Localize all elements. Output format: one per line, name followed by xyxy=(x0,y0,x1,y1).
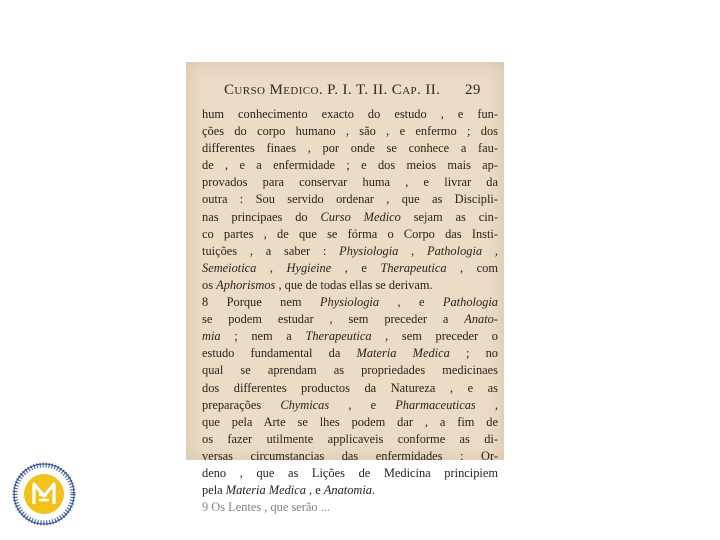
text-line xyxy=(202,277,498,294)
text-run: differentes finaes , por onde se conhece a fau- xyxy=(202,141,498,156)
text-run: , xyxy=(482,243,498,258)
italic-text: Semeiotica xyxy=(202,260,257,275)
text-line xyxy=(202,226,498,243)
text-run: , e xyxy=(305,483,324,498)
scanned-book-page xyxy=(186,62,504,515)
text-run: nas principaes do xyxy=(202,209,321,224)
italic-text: Pharmaceuticas xyxy=(395,397,476,412)
text-run: hum conhecimento exacto do estudo , e fun- xyxy=(202,107,498,121)
italic-text: Aphorismos xyxy=(216,277,276,292)
text-run: 8 Porque nem xyxy=(202,295,320,310)
italic-text: Pathologia xyxy=(442,295,498,310)
italic-text: Materia Medica xyxy=(225,483,306,498)
text-run: , e xyxy=(379,295,443,310)
text-run: os xyxy=(202,277,217,292)
italic-text: Therapeutica xyxy=(380,260,447,275)
emblem-logo xyxy=(12,462,76,526)
text-line xyxy=(202,414,498,431)
text-run: ; nem a xyxy=(220,329,306,344)
text-line xyxy=(202,174,498,191)
text-run: estudo fundamental da xyxy=(202,346,357,361)
text-run: outra : Sou servido ordenar , que as Discipli- xyxy=(202,192,498,207)
italic-text: Chymicas xyxy=(280,397,330,412)
running-head: Curso Medico. P. I. T. II. Cap. II. xyxy=(224,82,441,98)
italic-text: Anato- xyxy=(464,312,498,327)
body-text xyxy=(202,106,498,515)
text-run: , que de todas ellas se derivam. xyxy=(275,277,433,292)
text-run: deno , que as Lições de Medicina principiem xyxy=(202,465,498,480)
italic-text: Physiologia xyxy=(319,295,380,310)
text-run: , sem preceder o xyxy=(371,329,498,344)
text-line xyxy=(202,123,498,140)
text-run: de , e a enfermidade ; e dos meios mais ap- xyxy=(202,158,498,173)
text-run: provados para conservar huma , e livrar da xyxy=(202,175,498,190)
text-run: , xyxy=(256,260,287,275)
text-line xyxy=(202,260,498,277)
text-line xyxy=(202,294,498,311)
page-header xyxy=(186,82,504,106)
text-run: tuições , a saber : xyxy=(202,243,340,258)
text-run: ções do corpo humano , são , e enfermo ; dos xyxy=(202,124,498,139)
text-line xyxy=(202,243,498,260)
text-line xyxy=(202,328,498,345)
text-run: co partes , de que se fórma o Corpo das Insti- xyxy=(202,226,498,241)
text-line xyxy=(202,345,498,362)
page-number: 29 xyxy=(465,82,481,98)
italic-text: Materia Medica xyxy=(356,346,450,361)
text-run: que pela Arte se lhes podem dar , a fim de xyxy=(202,414,498,429)
text-line xyxy=(202,191,498,208)
text-line xyxy=(202,465,498,482)
italic-text: Curso Medico xyxy=(320,209,401,224)
text-line xyxy=(202,140,498,157)
text-run: , e xyxy=(331,260,381,275)
text-line xyxy=(202,311,498,328)
text-line xyxy=(202,362,498,379)
text-run: . xyxy=(372,483,376,498)
italic-text: Anatomia xyxy=(323,483,372,498)
text-line xyxy=(202,499,498,515)
text-run: , xyxy=(475,397,498,412)
italic-text: Pathologia xyxy=(427,243,483,258)
text-line xyxy=(202,397,498,414)
text-line xyxy=(202,209,498,226)
text-run: qual se aprendam as propriedades medicinaes xyxy=(202,363,498,378)
text-run: , com xyxy=(446,260,498,275)
text-run: se podem estudar , sem preceder a xyxy=(202,312,465,327)
text-run: dos differentes productos da Natureza , e as xyxy=(202,380,498,395)
text-run: , e xyxy=(329,397,396,412)
text-run: os fazer utilmente applicaveis conforme as di- xyxy=(202,431,498,446)
text-run: ; no xyxy=(449,346,498,361)
text-run: sejam as cin- xyxy=(400,209,498,224)
text-line xyxy=(202,380,498,397)
text-line xyxy=(202,157,498,174)
text-run: pela xyxy=(202,483,226,498)
text-line xyxy=(202,448,498,465)
text-line xyxy=(202,106,498,123)
text-run: 9 Os Lentes , que serão ... xyxy=(202,500,331,515)
italic-text: Physiologia xyxy=(339,243,399,258)
italic-text: mia xyxy=(202,329,221,344)
text-run: versas circumstancias das enfermidades : Or- xyxy=(202,448,498,463)
emblem-icon xyxy=(12,462,76,526)
text-line xyxy=(202,482,498,499)
italic-text: Therapeutica xyxy=(305,329,372,344)
text-line xyxy=(202,431,498,448)
text-run: preparações xyxy=(202,397,281,412)
text-run: , xyxy=(398,243,428,258)
italic-text: Hygieine xyxy=(286,260,332,275)
